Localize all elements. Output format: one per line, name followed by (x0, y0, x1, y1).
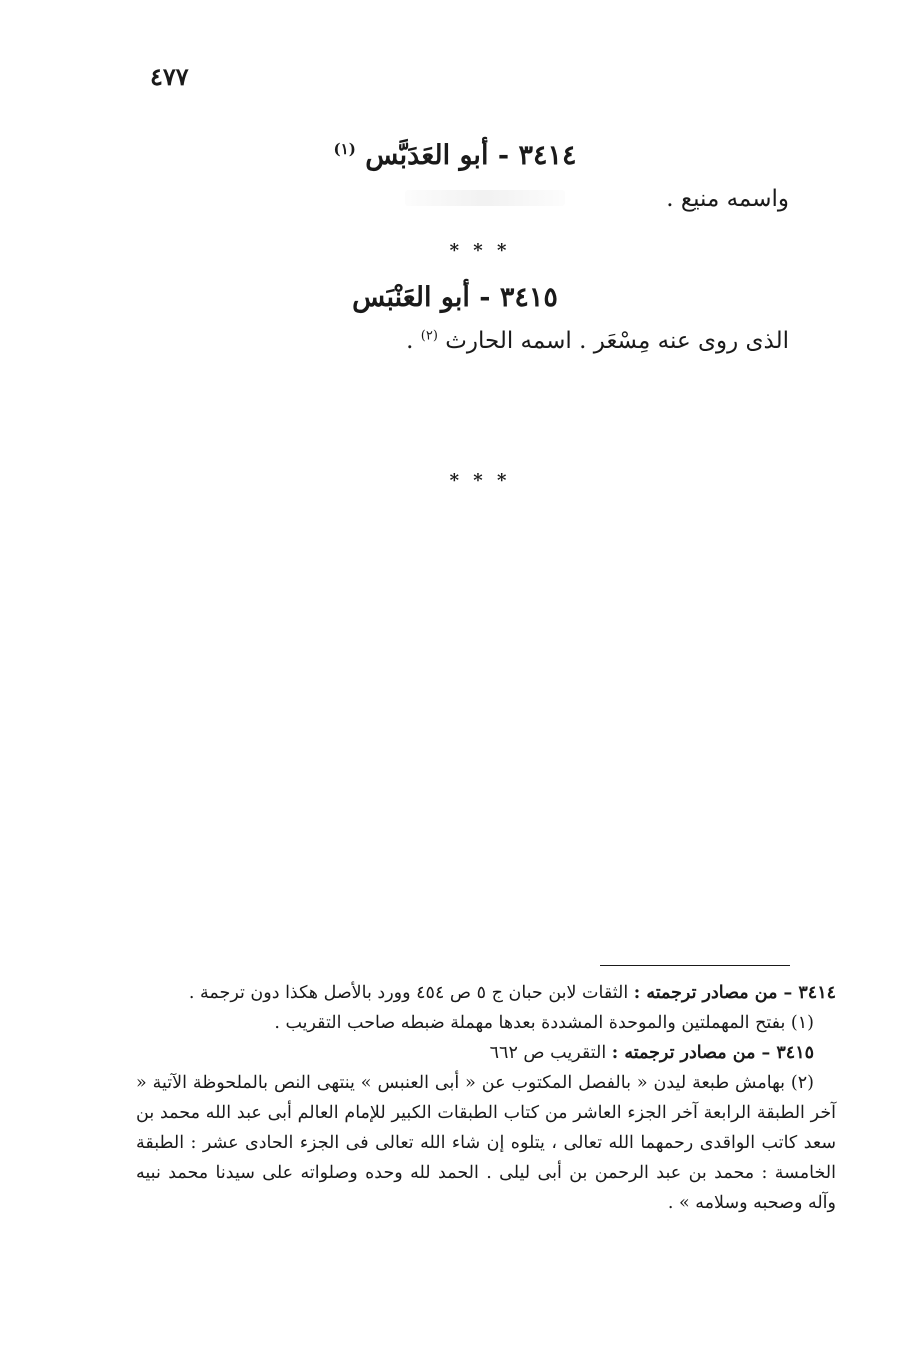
footnote-rule (600, 965, 790, 966)
entry-heading-text: ٣٤١٥ - أبو العَنْبَس (352, 282, 558, 313)
footnote-source-3415 (136, 1038, 836, 1068)
footnote-2: (٢) بهامش طبعة ليدن « بالفصل المكتوب عن « أبى العنبس » ينتهى النص بالملحوظة الآتية « آخر الطبقة الرابعة آخر الجزء العاشر من كتاب الطبقات الكبير للإمام العالم أبى عبد الله محمد بن سعد كاتب الواقدى رحمهما الله تعالى ، يتلوه إن شاء الله تعالى فى الجزء الحادى عشر : الطبقة الخامسة : محمد بن عبد الرحمن بن أبى ليلى . الحمد لله وحده وصلواته على سيدنا محمد نبيه وآله وصحبه وسلامه » . (136, 1073, 836, 1213)
bleed-through-smudge (405, 190, 565, 206)
entry-heading-3414 (150, 140, 760, 171)
separator-stars: * * * (449, 470, 511, 491)
entry-text: الذى روى عنه مِسْعَر . اسمه الحارث (445, 328, 789, 354)
entry-text-end: . (406, 328, 414, 354)
entry-text-3414: واسمه منيع . (666, 186, 789, 212)
footnote-source-3414 (136, 978, 836, 1008)
separator-stars: * * * (449, 240, 511, 261)
footnote-text: الثقات لابن حبان ج ٥ ص ٤٥٤ وورد بالأصل هكذا دون ترجمة . (188, 983, 629, 1003)
footnote-marker: (٢) (420, 328, 438, 344)
entry-heading-3415 (150, 282, 760, 313)
footnote-heading: ٣٤١٥ – من مصادر ترجمته : (611, 1043, 814, 1063)
entry-heading-text: ٣٤١٤ - أبو العَدَبَّس (365, 140, 577, 171)
entry-text-3415 (406, 328, 789, 354)
page-number: ٤٧٧ (150, 62, 189, 91)
footnote-1: (١) بفتح المهملتين والموحدة المشددة بعدها مهملة ضبطه صاحب التقريب . (274, 1013, 814, 1033)
footnote-text: التقريب ص ٦٦٢ (489, 1043, 607, 1063)
footnote-heading: ٣٤١٤ – من مصادر ترجمته : (633, 983, 836, 1003)
footnotes (136, 978, 836, 1218)
footnote-marker: (١) (333, 140, 356, 158)
